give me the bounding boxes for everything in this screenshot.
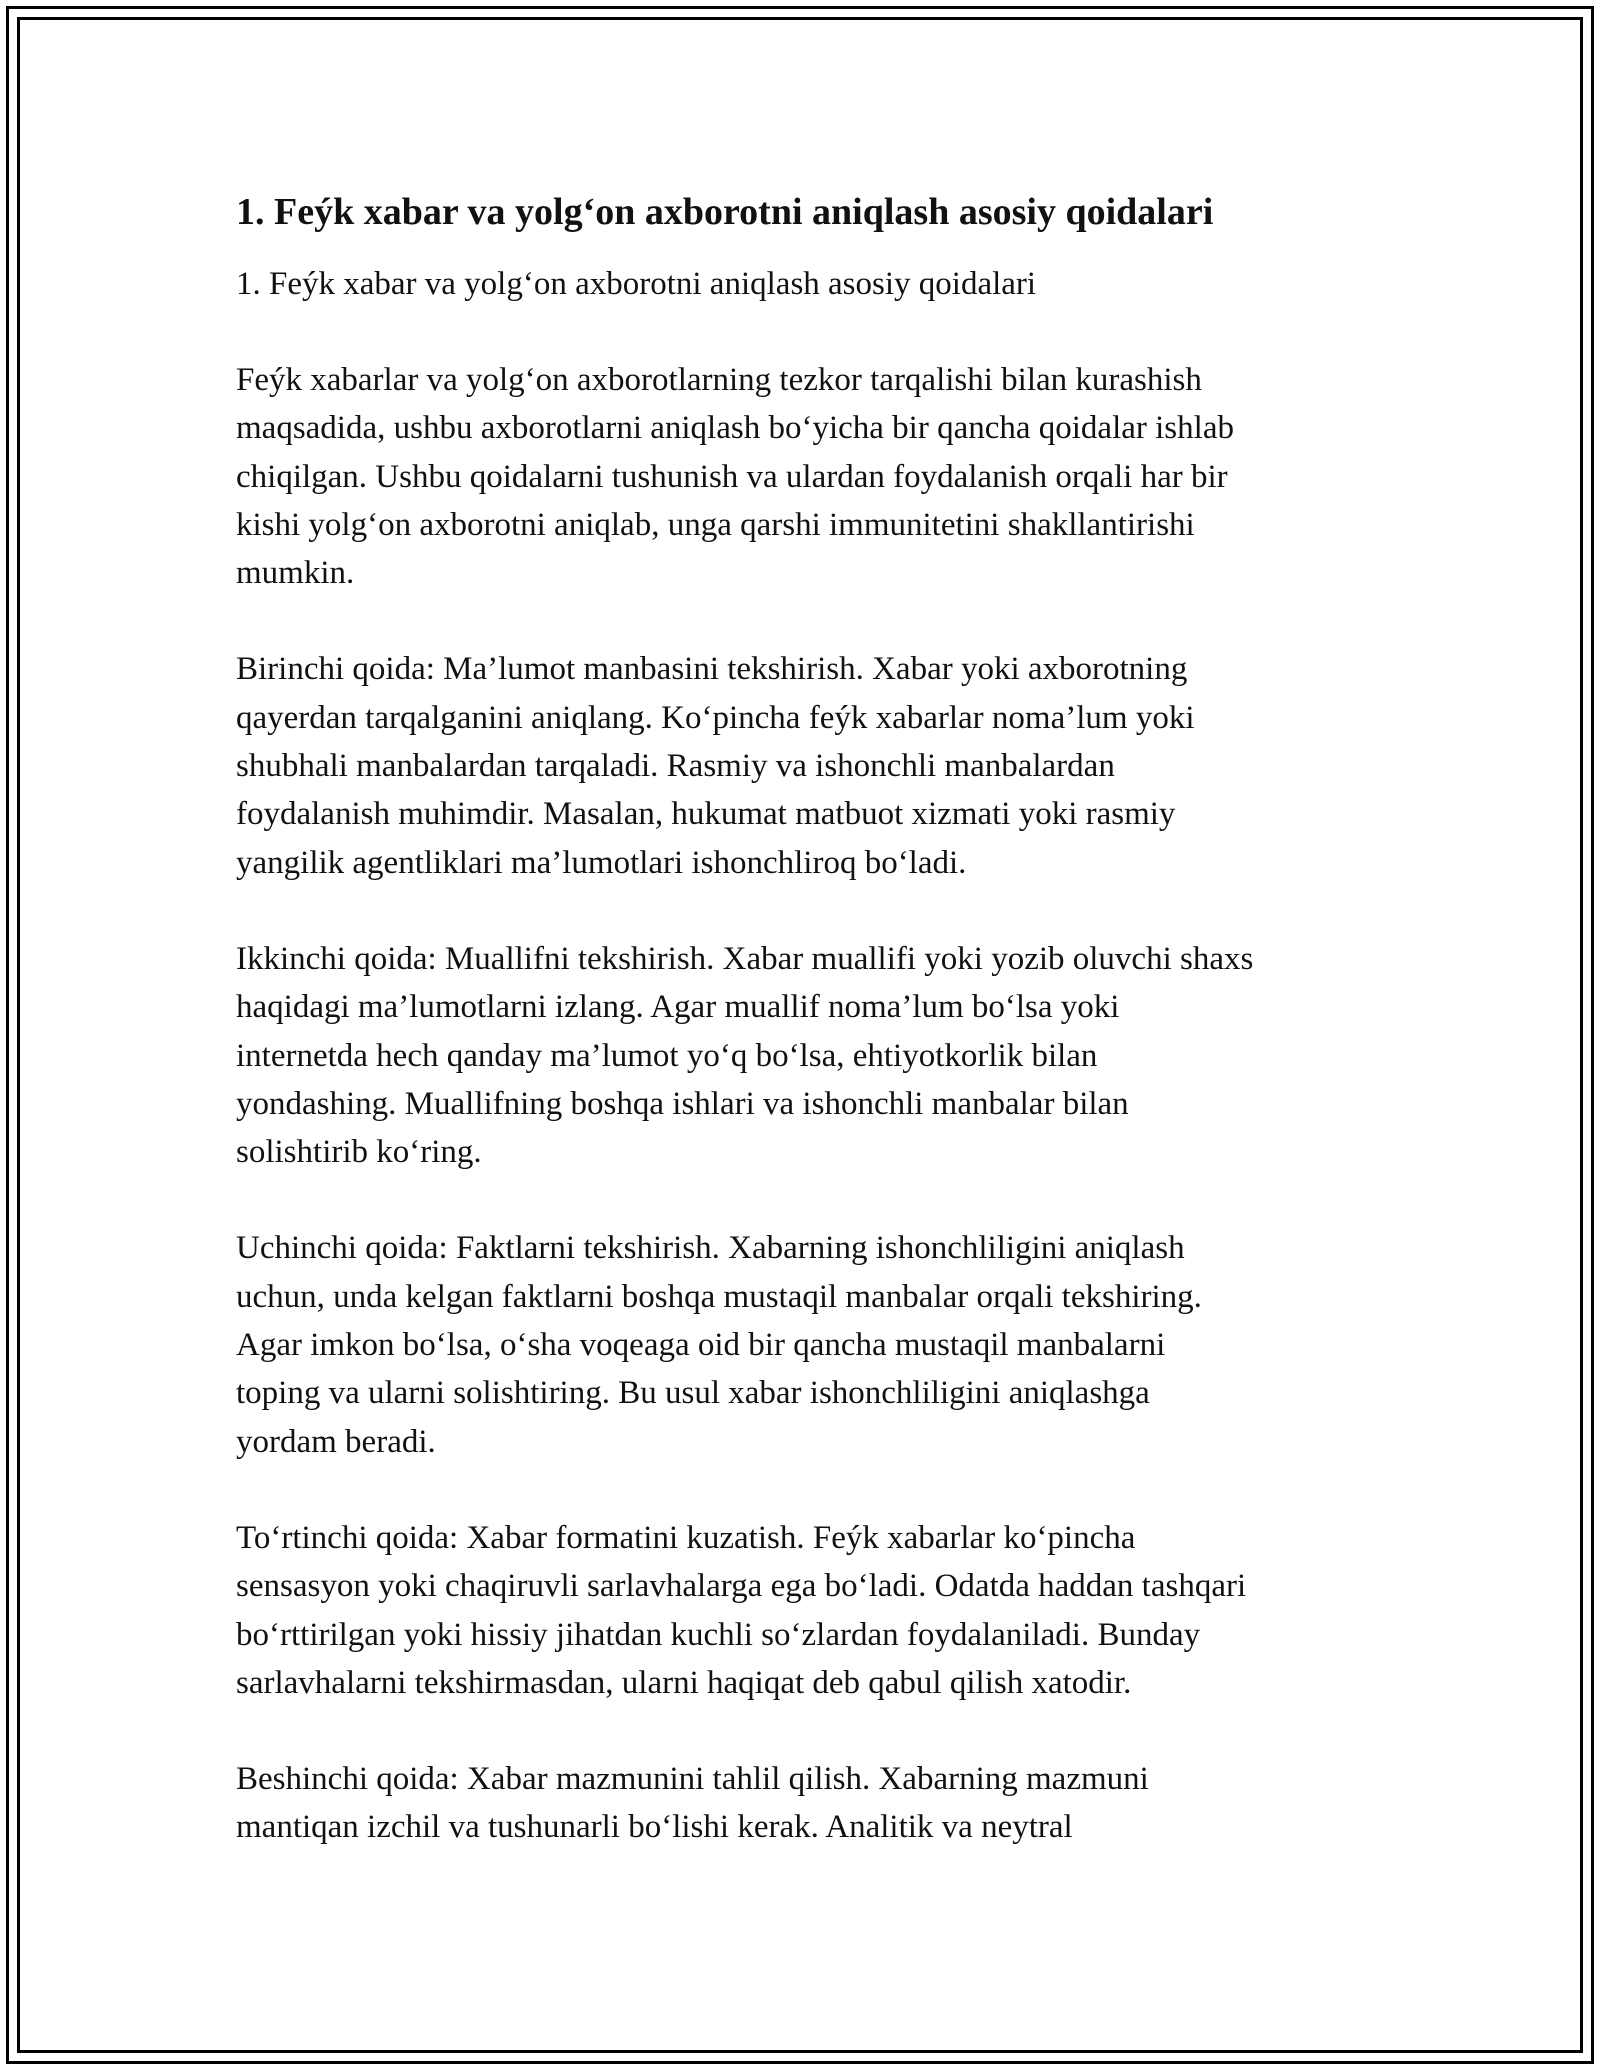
paragraph-line: chiqilgan. Ushbu qoidalarni tushunish va ulardan foydalanish orqali har bir: [236, 458, 1228, 495]
paragraph-line: yordam beradi.: [236, 1423, 436, 1460]
document-subheading: 1. Feýk xabar va yolg‘on axborotni aniqlash asosiy qoidalari: [236, 266, 1037, 302]
paragraph-rule-4: [236, 1514, 1376, 1707]
paragraph-line: yangilik agentliklari ma’lumotlari ishonchliroq bo‘ladi.: [236, 844, 967, 881]
paragraph-line: qayerdan tarqalganini aniqlang. Ko‘pincha feýk xabarlar noma’lum yoki: [236, 699, 1195, 736]
paragraph-rule-2: [236, 935, 1376, 1176]
paragraph-line: toping va ularni solishtiring. Bu usul xabar ishonchliligini aniqlashga: [236, 1375, 1150, 1412]
paragraph-rule-3: [236, 1224, 1376, 1465]
paragraph-line: To‘rtinchi qoida: Xabar formatini kuzatish. Feýk xabarlar ko‘pincha: [236, 1519, 1136, 1556]
paragraph-line: uchun, unda kelgan faktlarni boshqa mustaqil manbalar orqali tekshiring.: [236, 1278, 1202, 1315]
paragraph-line: sarlavhalarni tekshirmasdan, ularni haqiqat deb qabul qilish xatodir.: [236, 1664, 1132, 1701]
paragraph-line: Agar imkon bo‘lsa, o‘sha voqeaga oid bir qancha mustaqil manbalarni: [236, 1327, 1166, 1364]
paragraph-line: Beshinchi qoida: Xabar mazmunini tahlil qilish. Xabarning mazmuni: [236, 1761, 1149, 1798]
paragraph-line: mumkin.: [236, 555, 355, 592]
document-heading: 1. Feýk xabar va yolg‘on axborotni aniqlash asosiy qoidalari: [236, 191, 1214, 233]
paragraph-line: bo‘rttirilgan yoki hissiy jihatdan kuchli so‘zlardan foydalaniladi. Bunday: [236, 1616, 1201, 1653]
paragraph-line: maqsadida, ushbu axborotlarni aniqlash bo‘yicha bir qancha qoidalar ishlab: [236, 410, 1234, 447]
paragraph-rule-5: [236, 1755, 1376, 1852]
paragraph-line: internetda hech qanday ma’lumot yo‘q bo‘lsa, ehtiyotkorlik bilan: [236, 1037, 1098, 1074]
paragraph-line: kishi yolg‘on axborotni aniqlab, unga qarshi immunitetini shakllantirishi: [236, 506, 1195, 543]
paragraph-line: Birinchi qoida: Ma’lumot manbasini tekshirish. Xabar yoki axborotning: [236, 651, 1188, 688]
paragraph-line: mantiqan izchil va tushunarli bo‘lishi kerak. Analitik va neytral: [236, 1809, 1073, 1846]
paragraph-line: solishtirib ko‘ring.: [236, 1134, 482, 1171]
paragraph-rule-1: [236, 645, 1376, 886]
paragraph-line: yondashing. Muallifning boshqa ishlari va ishonchli manbalar bilan: [236, 1085, 1129, 1122]
paragraph-line: Uchinchi qoida: Faktlarni tekshirish. Xabarning ishonchliligini aniqlash: [236, 1230, 1185, 1267]
paragraph-line: Feýk xabarlar va yolg‘on axborotlarning tezkor tarqalishi bilan kurashish: [236, 362, 1202, 398]
paragraph-line: foydalanish muhimdir. Masalan, hukumat matbuot xizmati yoki rasmiy: [236, 796, 1176, 833]
paragraph-line: Ikkinchi qoida: Muallifni tekshirish. Xabar muallifi yoki yozib oluvchi shaxs: [236, 940, 1254, 977]
paragraph-line: haqidagi ma’lumotlarni izlang. Agar muallif noma’lum bo‘lsa yoki: [236, 989, 1120, 1026]
document-body: [236, 188, 1376, 1900]
paragraph-line: sensasyon yoki chaqiruvli sarlavhalarga ega bo‘ladi. Odatda haddan tashqari: [236, 1568, 1247, 1605]
paragraph-line: shubhali manbalardan tarqaladi. Rasmiy va ishonchli manbalardan: [236, 748, 1115, 785]
paragraph-intro: [236, 356, 1376, 597]
